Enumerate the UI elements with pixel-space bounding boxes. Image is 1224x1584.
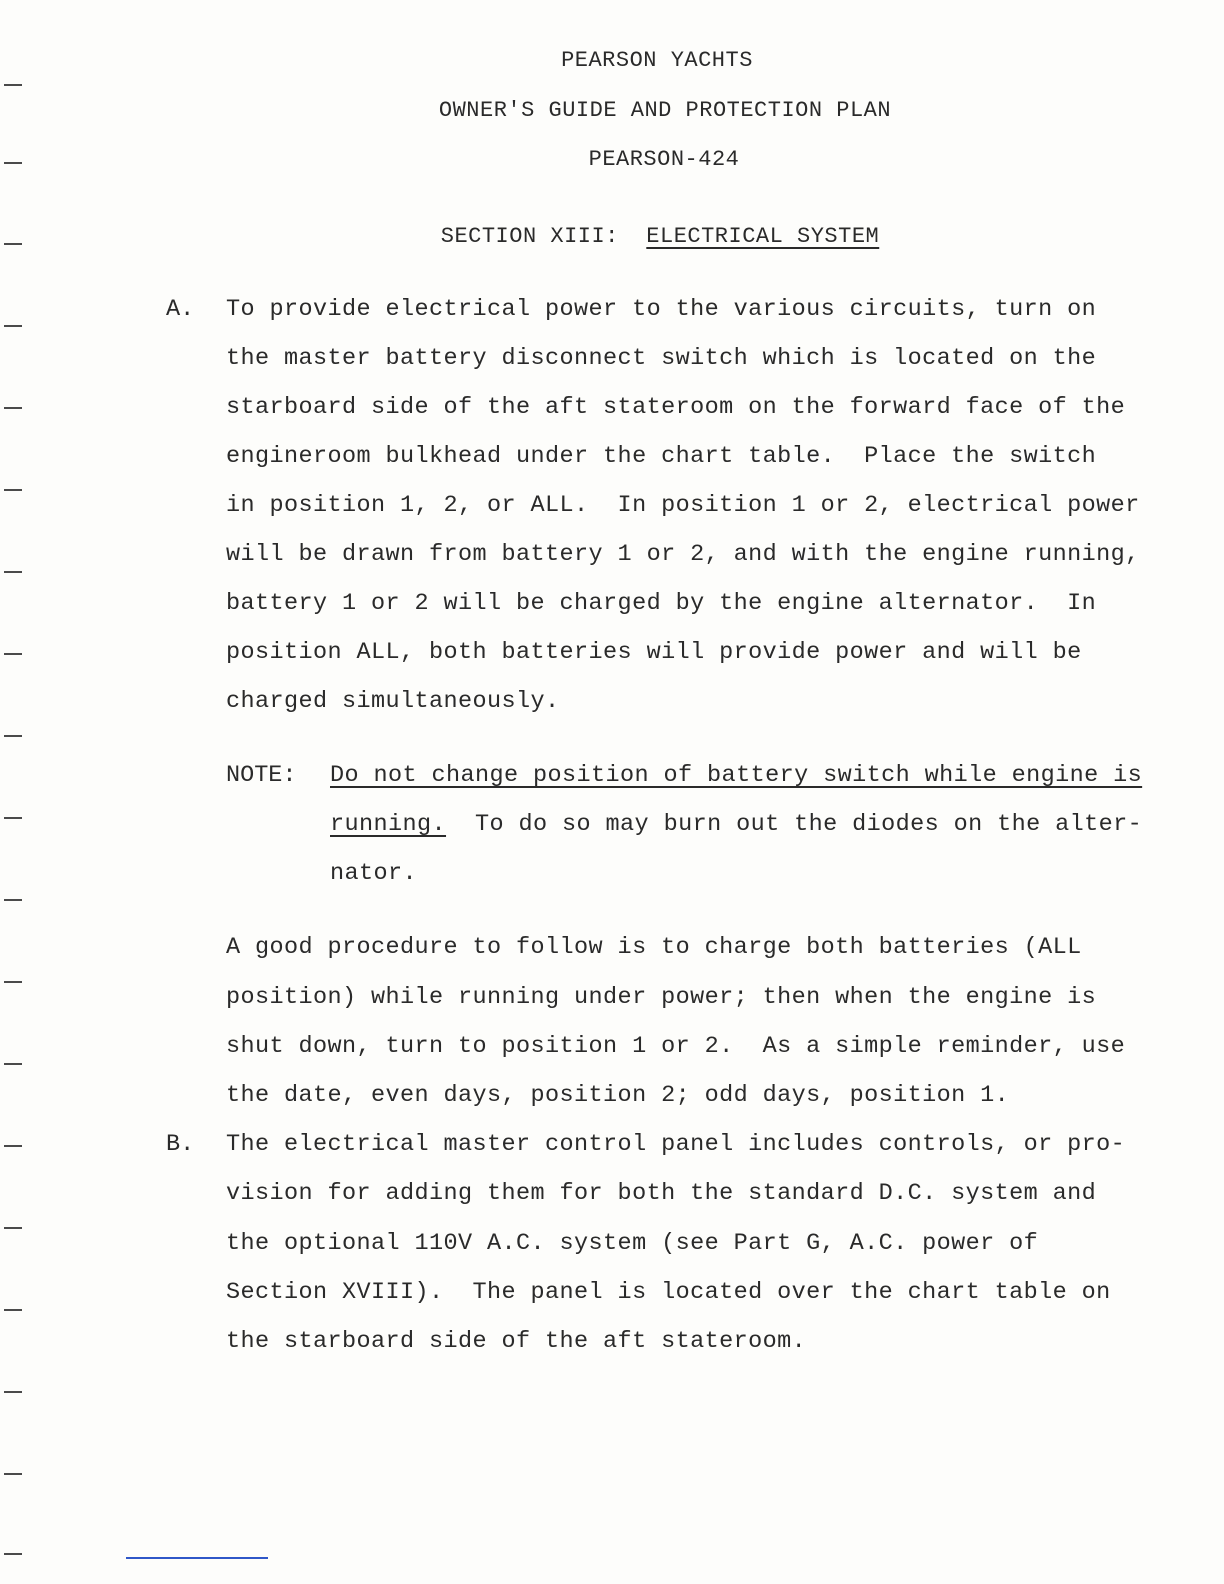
procedure-line: shut down, turn to position 1 or 2. As a simple reminder, use xyxy=(226,1033,1126,1060)
item-a-line: will be drawn from battery 1 or 2, and with the engine running, xyxy=(226,541,1140,568)
note-line xyxy=(330,809,1142,841)
margin-mark xyxy=(4,899,22,901)
margin-mark xyxy=(4,1391,22,1393)
margin-mark xyxy=(4,735,22,737)
note-label: NOTE: xyxy=(226,762,297,789)
item-a-line: in position 1, 2, or ALL. In position 1 or 2, electrical power xyxy=(226,492,1140,519)
item-b-line: The electrical master control panel includes controls, or pro- xyxy=(226,1131,1126,1158)
margin-mark xyxy=(4,407,22,409)
margin-mark xyxy=(4,571,22,573)
note-line: nator. xyxy=(330,860,418,887)
note-line: Do not change position of battery switch while engine is xyxy=(330,762,1143,789)
section-heading xyxy=(48,222,1224,252)
item-b-line: vision for adding them for both the standard D.C. system and xyxy=(226,1180,1097,1207)
item-a-label: A. xyxy=(166,296,195,323)
margin-mark xyxy=(4,653,22,655)
section-number: SECTION XIII: xyxy=(440,224,619,249)
item-b-label: B. xyxy=(166,1131,195,1158)
guide-title: OWNER'S GUIDE AND PROTECTION PLAN xyxy=(438,98,892,123)
item-b-line: the optional 110V A.C. system (see Part G, A.C. power of xyxy=(226,1230,1039,1257)
item-a-line: engineroom bulkhead under the chart table. Place the switch xyxy=(226,443,1097,470)
procedure-line: the date, even days, position 2; odd days, position 1. xyxy=(226,1082,1010,1109)
item-b-line: Section XVIII). The panel is located over the chart table on xyxy=(226,1279,1111,1306)
item-a-line: charged simultaneously. xyxy=(226,688,560,715)
margin-mark xyxy=(4,1063,22,1065)
section-title: ELECTRICAL SYSTEM xyxy=(646,224,880,249)
footer-rule xyxy=(126,1557,268,1559)
item-a-line: the master battery disconnect switch which is located on the xyxy=(226,345,1097,372)
margin-mark xyxy=(4,162,22,164)
item-a-line: To provide electrical power to the various circuits, turn on xyxy=(226,296,1097,323)
margin-mark xyxy=(4,489,22,491)
margin-mark xyxy=(4,325,22,327)
item-a-line: position ALL, both batteries will provide power and will be xyxy=(226,639,1082,666)
note-underlined-word: running. xyxy=(330,811,447,838)
item-a-line: starboard side of the aft stateroom on the forward face of the xyxy=(226,394,1126,421)
procedure-line: A good procedure to follow is to charge both batteries (ALL xyxy=(226,934,1082,961)
margin-mark xyxy=(4,1145,22,1147)
model-name: PEARSON-424 xyxy=(588,147,740,172)
note-line-rest: To do so may burn out the diodes on the alter- xyxy=(446,811,1143,838)
margin-mark xyxy=(4,1227,22,1229)
item-a-line: battery 1 or 2 will be charged by the engine alternator. In xyxy=(226,590,1097,617)
procedure-line: position) while running under power; then when the engine is xyxy=(226,984,1097,1011)
margin-mark xyxy=(4,1553,22,1555)
margin-mark xyxy=(4,1473,22,1475)
margin-mark xyxy=(4,817,22,819)
company-name: PEARSON YACHTS xyxy=(561,48,753,73)
margin-mark xyxy=(4,981,22,983)
margin-mark xyxy=(4,1309,22,1311)
margin-mark xyxy=(4,84,22,86)
margin-mark xyxy=(4,243,22,245)
item-b-line: the starboard side of the aft stateroom. xyxy=(226,1328,807,1355)
